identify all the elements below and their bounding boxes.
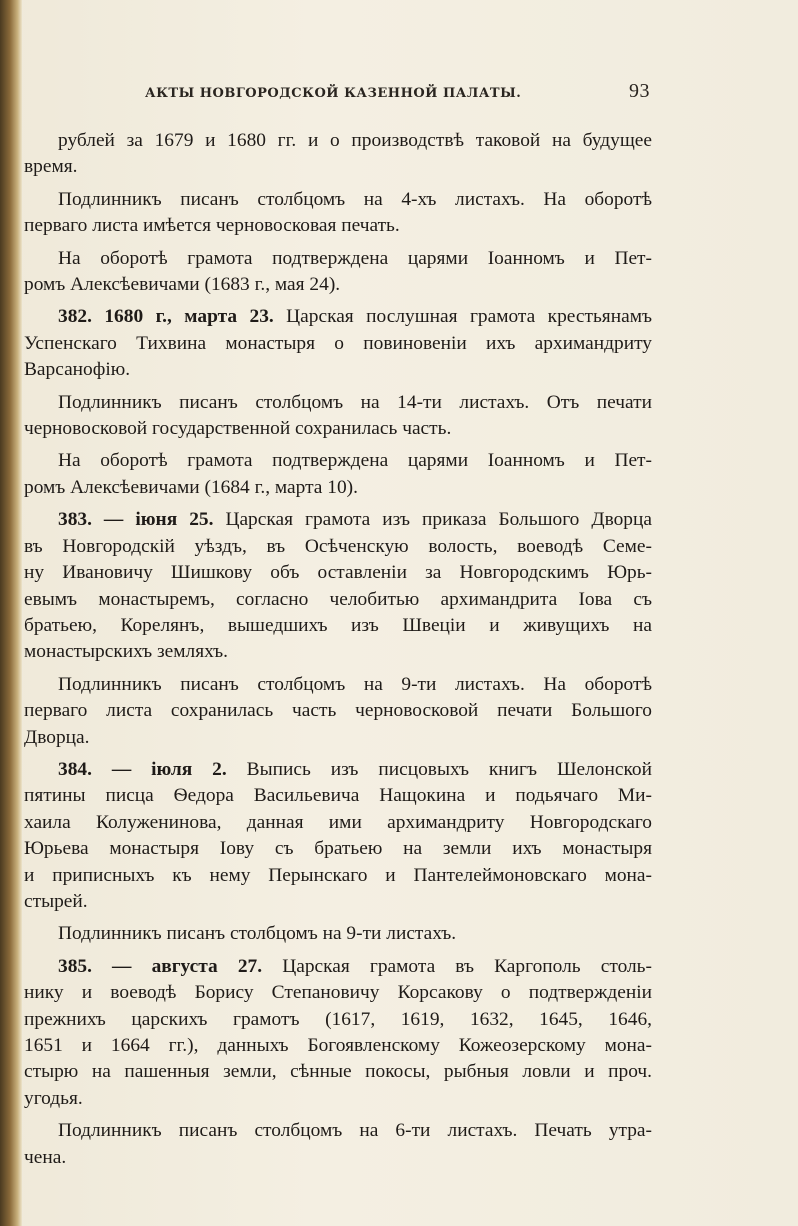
entry-heading: 383. — іюня 25.	[58, 509, 214, 531]
line-text: перваго листа сохранилась часть черновосковой печати Большого	[24, 700, 652, 722]
entry-heading: 385. — августа 27.	[58, 955, 263, 977]
page-number: 93	[629, 80, 650, 102]
text-line	[24, 810, 652, 836]
entry-heading: 382. 1680 г., марта 23.	[58, 306, 274, 328]
line-text: На оборотѣ грамота подтверждена царями Іоанномъ и Пет-	[58, 450, 652, 472]
text-line	[24, 587, 652, 613]
text-line	[24, 783, 652, 809]
line-text: пятины писца Ѳедора Васильевича Нащокина и подьячаго Ми-	[24, 785, 652, 807]
line-text: въ Новгородскій уѣздъ, въ Осѣченскую волость, воеводѣ Семе-	[24, 535, 652, 557]
text-line	[24, 272, 652, 298]
line-text: евымъ монастыремъ, согласно челобитью архимандрита Іова съ	[24, 588, 652, 610]
text-line	[24, 954, 652, 980]
text-line	[24, 416, 652, 442]
text-line	[24, 1118, 652, 1144]
line-text: Подлинникъ писанъ столбцомъ на 6-ти листахъ. Печать утра-	[58, 1120, 652, 1142]
line-text: Царская послушная грамота крестьянамъ	[273, 306, 652, 328]
line-text: Подлинникъ писанъ столбцомъ на 9-ти листахъ.	[58, 923, 457, 945]
text-line	[24, 187, 652, 213]
text-line	[24, 534, 652, 560]
line-text: стырю на пашенныя земли, сѣнные покосы, рыбныя ловли и проч.	[24, 1061, 652, 1083]
text-line	[24, 698, 652, 724]
line-text: братьею, Корелянъ, вышедшихъ изъ Швеціи и живущихъ на	[24, 614, 652, 636]
text-line	[24, 246, 652, 272]
note-paragraph	[24, 390, 652, 443]
text-line	[24, 639, 652, 665]
line-text: Дворца.	[24, 726, 90, 748]
entry-paragraph	[24, 507, 652, 665]
line-text: прежнихъ царскихъ грамотъ (1617, 1619, 1632, 1645, 1646,	[24, 1008, 652, 1030]
line-text: перваго листа имѣется черновосковая печать.	[24, 215, 400, 237]
book-spine-shadow	[0, 0, 22, 1226]
text-line	[24, 357, 652, 383]
line-text: время.	[24, 156, 78, 178]
line-text: угодья.	[24, 1087, 83, 1109]
line-text: Подлинникъ писанъ столбцомъ на 4-хъ листахъ. На оборотѣ	[58, 188, 652, 210]
header-title: АКТЫ НОВГОРОДСКОЙ КАЗЕННОЙ ПАЛАТЫ.	[145, 86, 522, 101]
line-text: ну Ивановичу Шишкову объ оставленіи за Новгородскимъ Юрь-	[24, 562, 652, 584]
line-text: Подлинникъ писанъ столбцомъ на 9-ти листахъ. На оборотѣ	[58, 673, 652, 695]
text-line	[24, 980, 652, 1006]
text-line	[24, 475, 652, 501]
entry-paragraph	[24, 954, 652, 1112]
line-text: Юрьева монастыря Іову съ братьею на земли ихъ монастыря	[24, 838, 652, 860]
text-line	[24, 1086, 652, 1112]
text-line	[24, 725, 652, 751]
line-text: Царская грамота изъ приказа Большого Дворца	[213, 509, 652, 531]
entry-paragraph	[24, 757, 652, 915]
note-paragraph	[24, 246, 652, 299]
text-line	[24, 213, 652, 239]
line-text: чена.	[24, 1146, 67, 1168]
line-text: хаила Колуженинова, данная ими архимандриту Новгородскаго	[24, 811, 652, 833]
line-text: ромъ Алексѣевичами (1684 г., марта 10).	[24, 476, 358, 498]
body-text	[24, 128, 652, 1177]
note-paragraph	[24, 128, 652, 181]
line-text: Выпись изъ писцовыхъ книгъ Шелонской	[226, 758, 652, 780]
line-text: нику и воеводѣ Борису Степановичу Корсакову о подтвержденіи	[24, 982, 652, 1004]
line-text: и приписныхъ къ нему Перынскаго и Пантелеймоновскаго мона-	[24, 864, 652, 886]
text-line	[24, 128, 652, 154]
text-line	[24, 331, 652, 357]
text-line	[24, 507, 652, 533]
line-text: черновосковой государственной сохранилась часть.	[24, 418, 452, 440]
line-text: ромъ Алексѣевичами (1683 г., мая 24).	[24, 274, 341, 296]
text-line	[24, 1007, 652, 1033]
text-line	[24, 154, 652, 180]
text-line	[24, 1059, 652, 1085]
entry-paragraph	[24, 304, 652, 383]
text-line	[24, 448, 652, 474]
line-text: На оборотѣ грамота подтверждена царями Іоанномъ и Пет-	[58, 247, 652, 269]
text-line	[24, 672, 652, 698]
text-line	[24, 889, 652, 915]
line-text: Варсанофію.	[24, 359, 131, 381]
entry-heading: 384. — іюля 2.	[58, 758, 227, 780]
text-line	[24, 613, 652, 639]
line-text: Успенскаго Тихвина монастыря о повиновеніи ихъ архимандриту	[24, 332, 652, 354]
line-text: 1651 и 1664 гг.), данныхъ Богоявленскому Кожеозерскому мона-	[24, 1035, 652, 1056]
line-text: Подлинникъ писанъ столбцомъ на 14-ти листахъ. Отъ печати	[58, 391, 652, 413]
line-text: монастырскихъ земляхъ.	[24, 641, 228, 663]
text-line	[24, 1033, 652, 1059]
text-line	[24, 1145, 652, 1171]
note-paragraph	[24, 672, 652, 751]
note-paragraph	[24, 921, 652, 947]
text-line	[24, 921, 652, 947]
note-paragraph	[24, 187, 652, 240]
text-line	[24, 863, 652, 889]
text-line	[24, 390, 652, 416]
text-line	[24, 304, 652, 330]
line-text: Царская грамота въ Каргополь столь-	[262, 955, 652, 977]
text-line	[24, 560, 652, 586]
line-text: стырей.	[24, 890, 88, 912]
note-paragraph	[24, 448, 652, 501]
text-line	[24, 836, 652, 862]
note-paragraph	[24, 1118, 652, 1171]
text-line	[24, 757, 652, 783]
line-text: рублей за 1679 и 1680 гг. и о производствѣ таковой на будущее	[58, 130, 652, 151]
